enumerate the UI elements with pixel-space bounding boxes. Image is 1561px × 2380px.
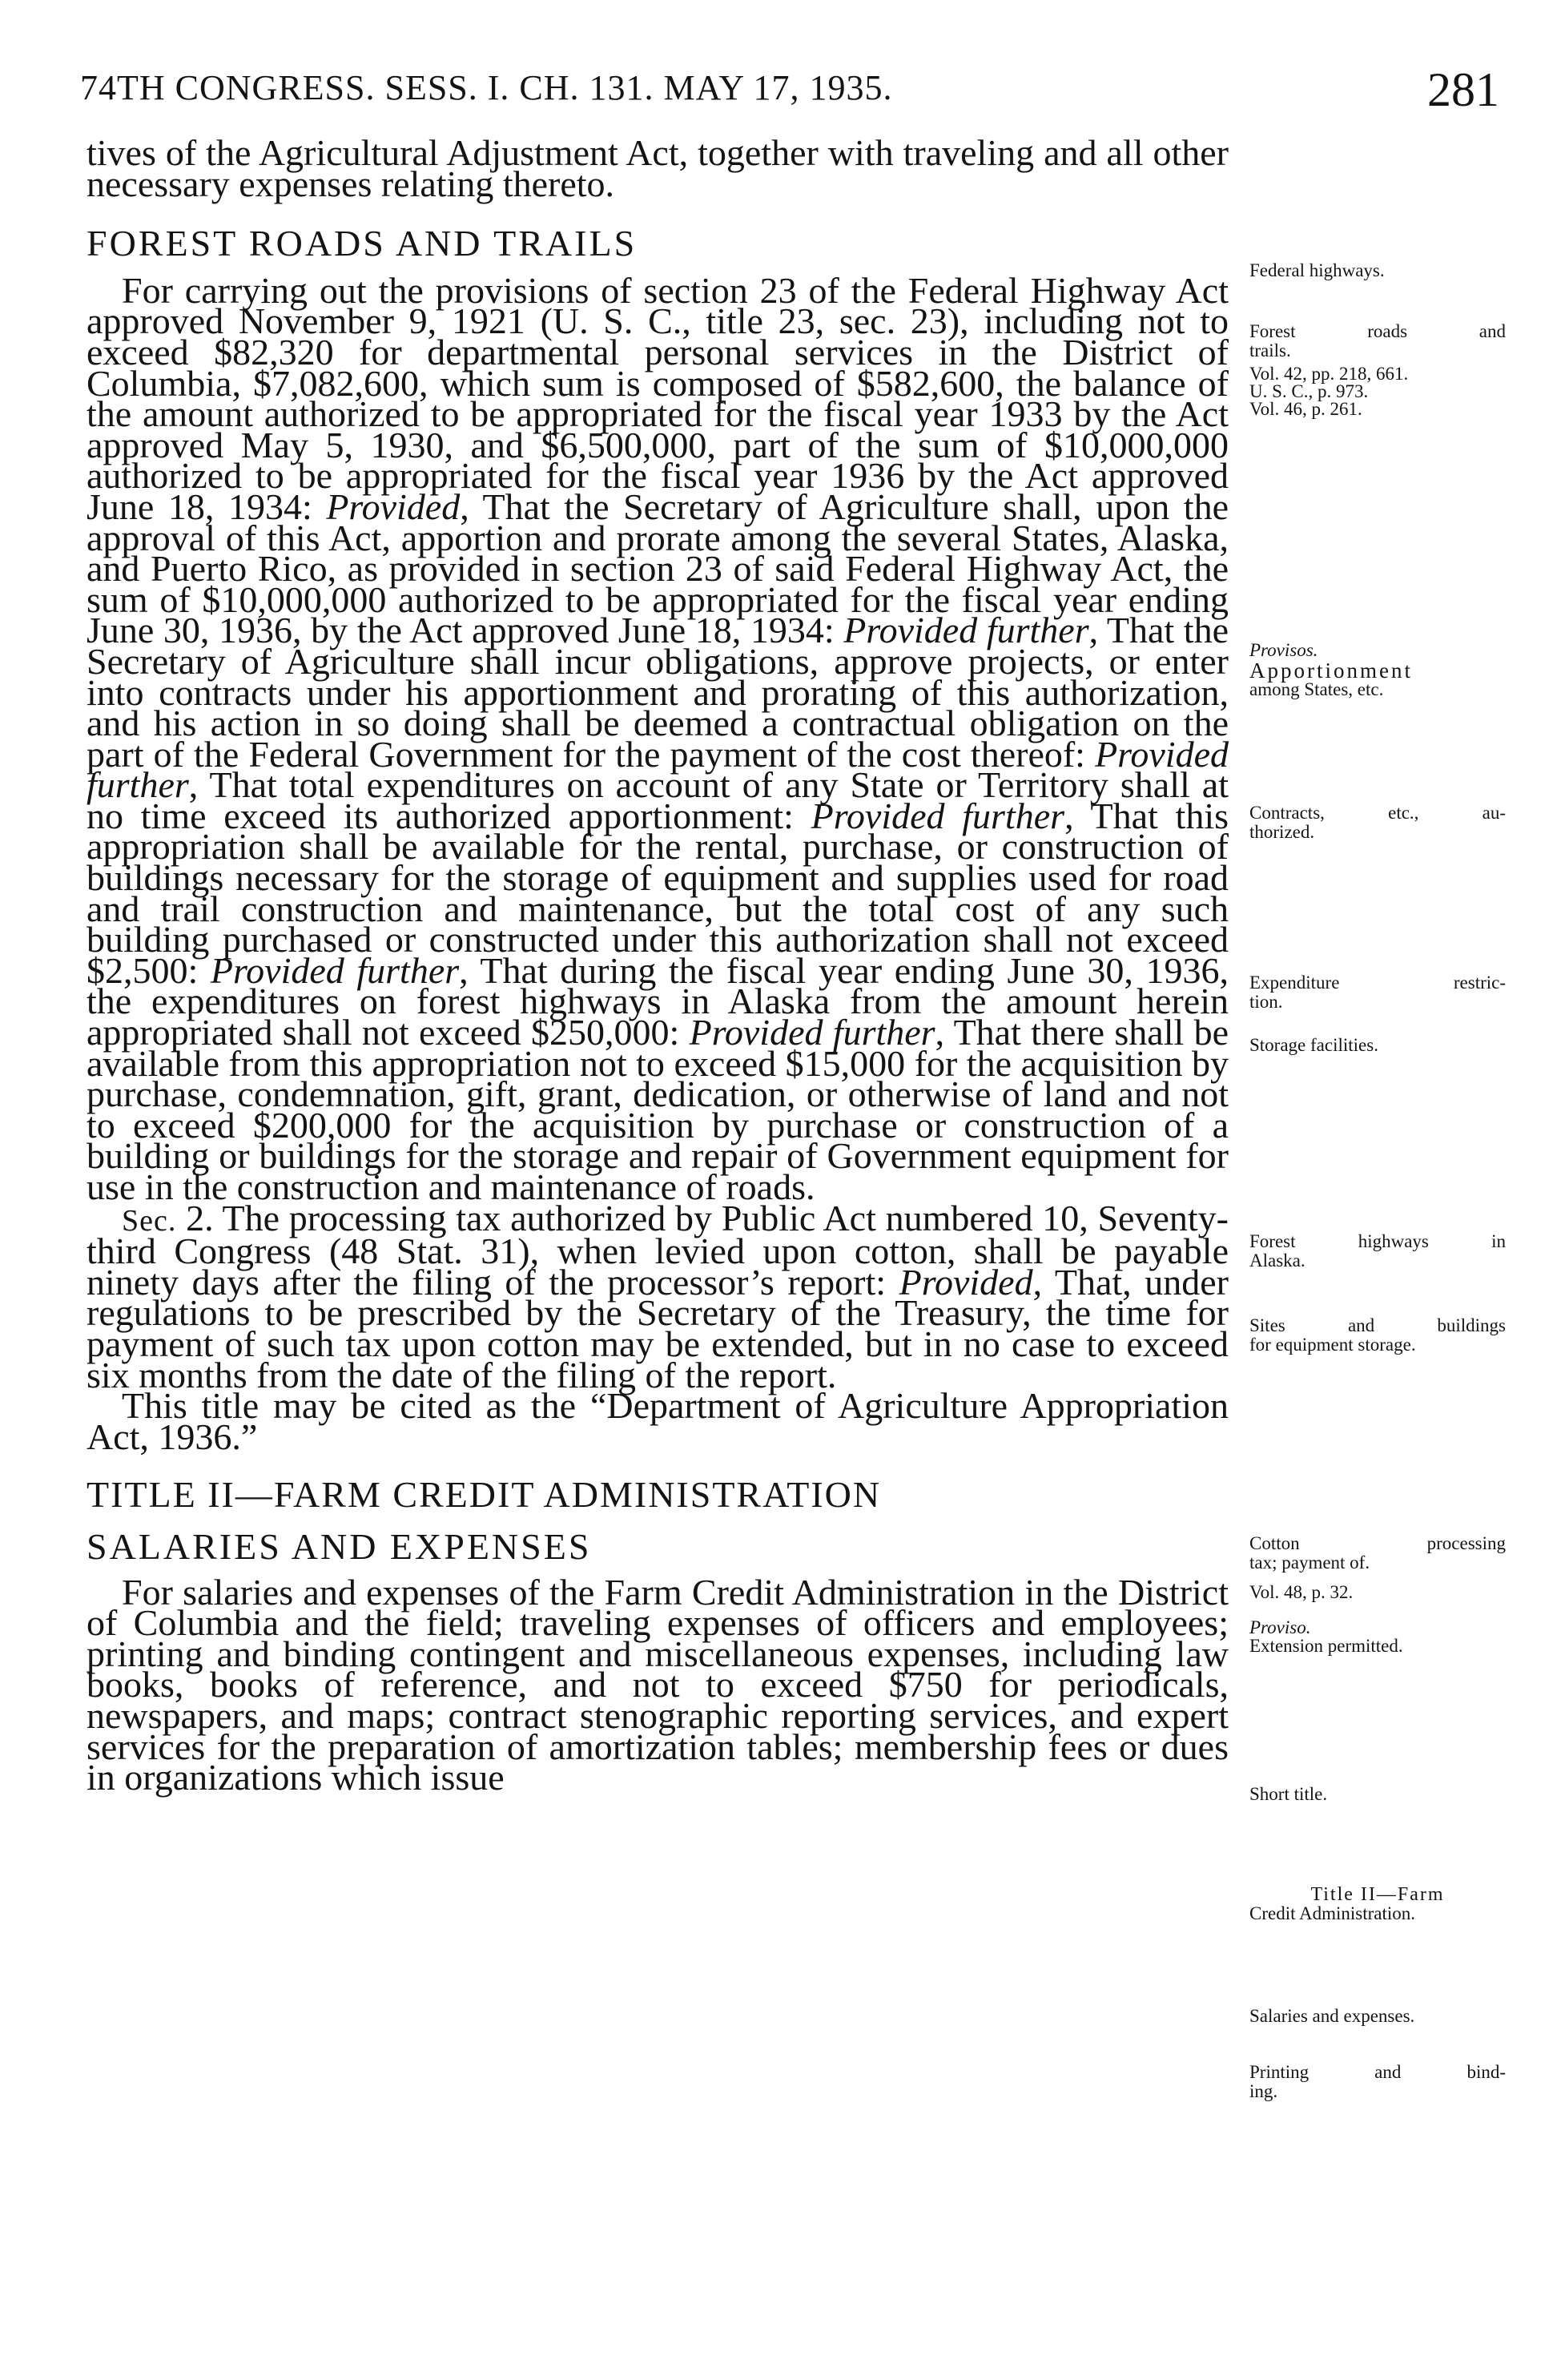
text-run: , That total expenditures on account of any State or Territory shall at no time exceed its authorized apportionment: xyxy=(86,764,1229,836)
margin-note-storage: Storage facilities. xyxy=(1249,1035,1378,1055)
note-line: Sites and buildings xyxy=(1249,1315,1506,1335)
salaries-heading: SALARIES AND EXPENSES xyxy=(86,1525,592,1567)
margin-note-expenditure xyxy=(1249,973,1506,1012)
margin-note-alaska xyxy=(1249,1232,1506,1271)
note-line: Forest roads and xyxy=(1249,321,1506,341)
note-line: Forest highways in xyxy=(1249,1231,1506,1251)
italic-run: Provided xyxy=(326,485,461,527)
italic-run: Provided further xyxy=(210,949,460,991)
margin-note-contracts xyxy=(1249,803,1506,842)
text-run: , That the Secretary of Agriculture shall incur obligations, approve projects, or enter into contracts under his apportionment and prorating of this authorization, and his action in so doing shall be deemed a contractual obligation on the part of the Federal Government for the payment of the cost thereof: xyxy=(86,610,1229,775)
note-line: Printing and bind- xyxy=(1249,2062,1506,2082)
note-line: tax; payment of. xyxy=(1249,1552,1370,1573)
margin-note-provisos: Provisos. xyxy=(1249,640,1318,660)
margin-note-apportionment xyxy=(1249,658,1506,699)
note-line: Alaska. xyxy=(1249,1250,1306,1271)
italic-run: Provided further xyxy=(811,795,1065,836)
margin-note-short-title: Short title. xyxy=(1249,1784,1328,1804)
note-line: thorized. xyxy=(1249,822,1315,842)
margin-note-salaries: Salaries and expenses. xyxy=(1249,2006,1415,2026)
intro-paragraph: tives of the Agricultural Adjustment Act, together with traveling and all other necessary expenses relating thereto. xyxy=(86,132,1229,204)
italic-run: Provided further xyxy=(86,733,1229,806)
note-line: Expenditure restric- xyxy=(1249,973,1506,993)
margin-note-sites xyxy=(1249,1316,1506,1355)
forest-roads-paragraph xyxy=(86,269,1229,1207)
margin-note-cotton xyxy=(1249,1534,1506,1573)
note-line: trails. xyxy=(1249,340,1291,360)
note-line: Title II—Farm xyxy=(1310,1884,1445,1905)
margin-note-vol-46: Vol. 46, p. 261. xyxy=(1249,399,1362,419)
margin-note-proviso: Proviso. xyxy=(1249,1617,1311,1637)
note-line: Cotton processing xyxy=(1249,1533,1506,1553)
italic-run: Provided xyxy=(899,1261,1033,1303)
text-run: For carrying out the provisions of section 23 of the Federal Highway Act approved November 9, 1921 (U. S. C., title 23, sec. 23), including not to exceed $82,320 for departmental personal services in the District of Columbia, $7,082,600, which sum is composed of $582,600, the balance of the amount authorized to be appropriated for the fiscal year 1933 by the Act approved May 5, 1930, and $6,500,000, part of the sum of $10,000,000 authorized to be appropriated for the fiscal year 1936 by the Act approved June 18, 1934: xyxy=(86,269,1229,527)
text-run: 2. The processing tax authorized by Public Act numbered 10, Seventy-third Congress (48 Stat. 31), when levied upon cotton, shall be payable ninety days after the filing of the processor’s report: xyxy=(86,1197,1229,1303)
text-run: , That during the fiscal year ending June 30, 1936, the expenditures on forest highways in Alaska from the amount herein appropriated shall not exceed $250,000: xyxy=(86,949,1229,1053)
note-line: Contracts, etc., au- xyxy=(1249,803,1506,823)
sec2-label: Sec. xyxy=(122,1203,177,1238)
note-line: ing. xyxy=(1249,2081,1278,2101)
margin-note-federal-highways: Federal highways. xyxy=(1249,260,1385,280)
short-title-paragraph: This title may be cited as the “Department of Agriculture Appropriation Act, 1936.” xyxy=(86,1385,1229,1457)
text-run: , That, under regulations to be prescribed by the Secretary of the Treasury, the time for payment of such tax upon cotton may be extended, but in no case to exceed six months from the date of the filing of the report. xyxy=(86,1261,1229,1395)
text-run: , That the Secretary of Agriculture shall, upon the approval of this Act, apportion and prorate among the several States, Alaska, and Puerto Rico, as provided in section 23 of said Federal Highway Act, the sum of $10,000,000 authorized to be appropriated for the fiscal year ending June 30, 1936, by the Act approved June 18, 1934: xyxy=(86,485,1229,651)
text-run: , That there shall be available from this appropriation not to exceed $15,000 for the acquisition by purchase, condemnation, gift, grant, dedication, or otherwise of land and not to exceed $200,000 for the acquisition by purchase or construction of a building or buildings for the storage and repair of Government equipment for use in the construction and maintenance of roads. xyxy=(86,1012,1229,1207)
running-head: 74TH CONGRESS. SESS. I. CH. 131. MAY 17, 1935. xyxy=(80,68,893,107)
margin-note-vol-48: Vol. 48, p. 32. xyxy=(1249,1582,1354,1602)
italic-run: Provided further xyxy=(843,610,1089,651)
text-run: , That this appropriation shall be available for the rental, purchase, or construction of buildings necessary for the storage of equipment and supplies used for road and trail construction and maintenance, but the total cost of any such building purchased or constructed under this authorization shall not exceed $2,500: xyxy=(86,795,1229,991)
note-line: among States, etc. xyxy=(1249,679,1384,699)
forest-roads-heading: FOREST ROADS AND TRAILS xyxy=(86,223,638,264)
margin-note-title-ii xyxy=(1249,1885,1506,1923)
sec2-paragraph xyxy=(86,1197,1229,1395)
title-ii-heading: TITLE II—FARM CREDIT ADMINISTRATION xyxy=(86,1474,882,1516)
margin-note-usc: U. S. C., p. 973. xyxy=(1249,381,1369,401)
margin-note-forest-roads xyxy=(1249,322,1506,360)
margin-note-printing xyxy=(1249,2063,1506,2101)
note-line: Credit Administration. xyxy=(1249,1903,1415,1923)
salaries-paragraph: For salaries and expenses of the Farm Credit Administration in the District of Columbia and the field; traveling expenses of officers and employees; printing and binding contingent and miscellaneous expenses, including law books, books of reference, and not to exceed $750 for periodicals, newspapers, and maps; contract stenographic reporting services, and expert services for the preparation of amortization tables; membership fees or dues in organizations which issue xyxy=(86,1571,1229,1798)
margin-note-vol-42: Vol. 42, pp. 218, 661. xyxy=(1249,364,1409,384)
main-text xyxy=(86,132,1229,1798)
note-line: tion. xyxy=(1249,992,1283,1012)
margin-note-extension: Extension permitted. xyxy=(1249,1636,1403,1656)
page-header xyxy=(80,63,1499,131)
note-line: for equipment storage. xyxy=(1249,1335,1416,1355)
page-number: 281 xyxy=(1427,63,1499,116)
note-line: Apportionment xyxy=(1249,658,1413,683)
italic-run: Provided further xyxy=(689,1012,935,1053)
